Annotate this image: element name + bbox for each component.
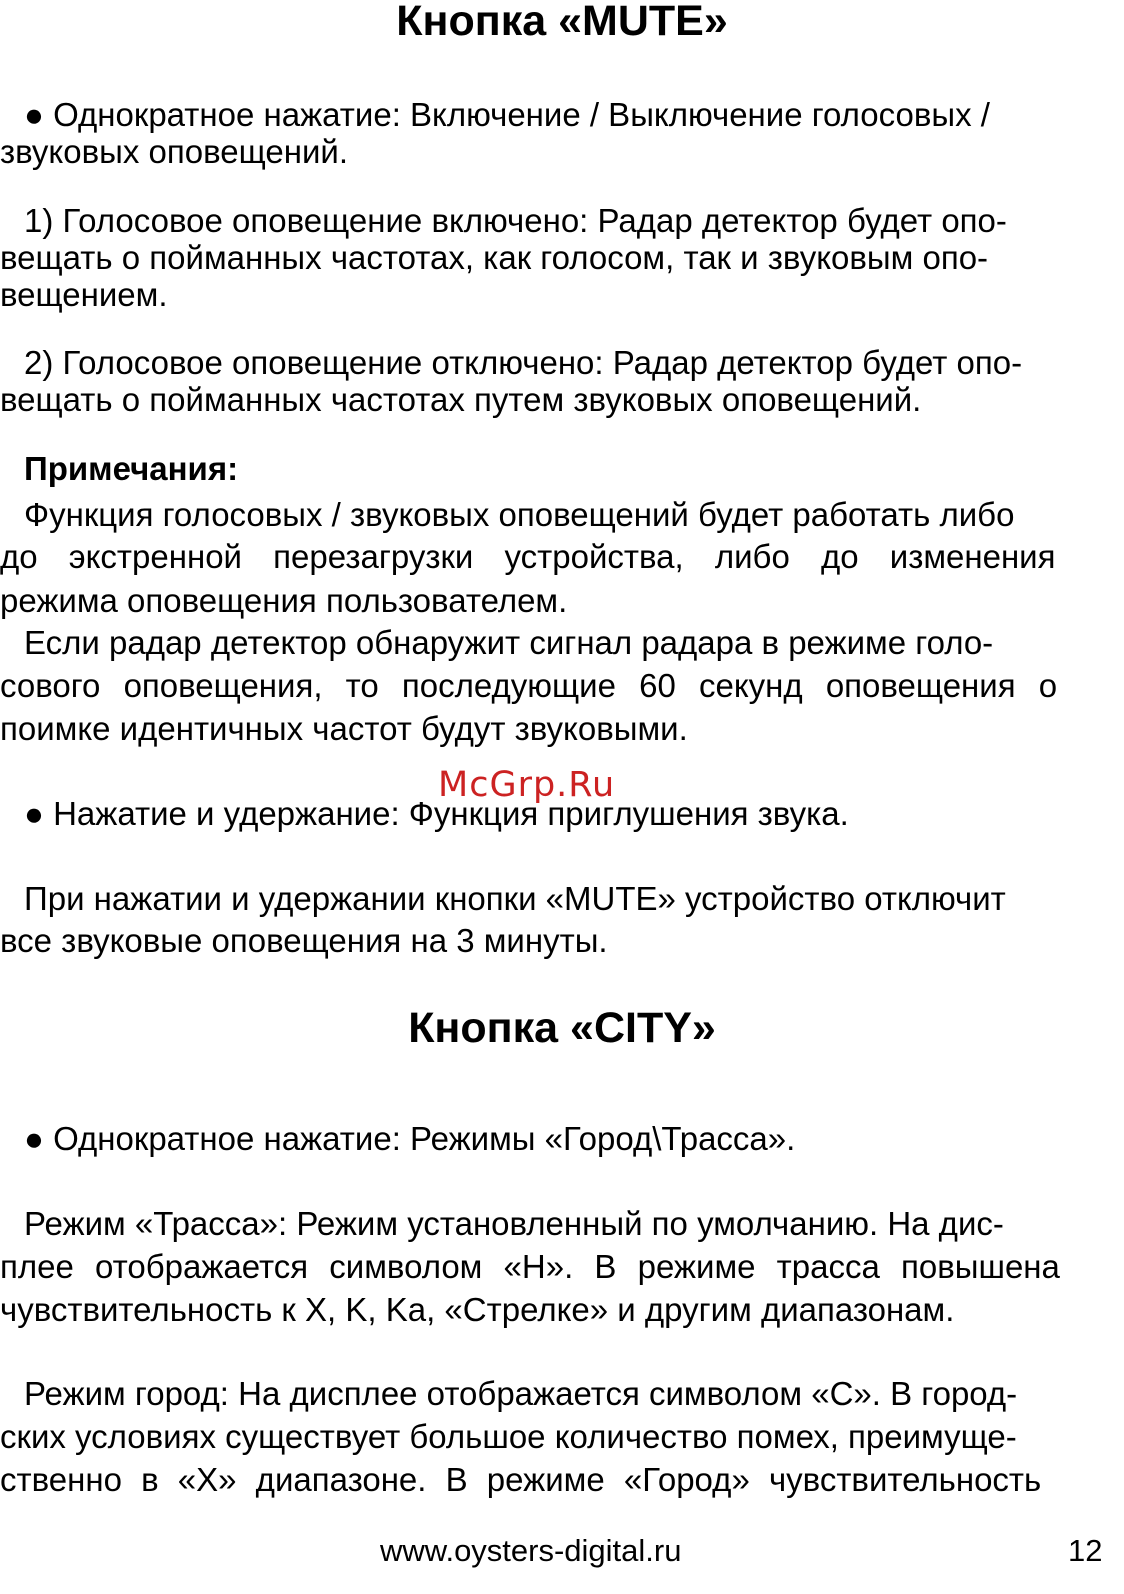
mute-item1-line1: 1) Голосовое оповещение включено: Радар детектор будет опо-	[24, 202, 1007, 239]
highway-line3: чувствительность к X, K, Ka, «Стрелке» и другим диапазонам.	[0, 1291, 955, 1328]
citymode-line2: ских условиях существует большое количество помех, преимуще-	[0, 1418, 1017, 1455]
mute-item2-line2: вещать о пойманных частотах путем звуковых оповещений.	[0, 381, 922, 418]
mute-bullet-press-cont: звуковых оповещений.	[0, 133, 348, 170]
city-section-title: Кнопка «CITY»	[408, 1004, 716, 1052]
mute-hold-line1: При нажатии и удержании кнопки «MUTE» устройство отключит	[24, 880, 1006, 917]
mute-hold-line2: все звуковые оповещения на 3 минуты.	[0, 922, 608, 959]
city-bullet-press: ● Однократное нажатие: Режимы «Город\Трасса».	[24, 1120, 796, 1157]
mute-bullet-hold: ● Нажатие и удержание: Функция приглушения звука.	[24, 795, 849, 832]
watermark: McGrp.Ru	[438, 765, 616, 805]
note2-line1: Если радар детектор обнаружит сигнал радара в режиме голо-	[24, 624, 994, 661]
note2-line2: сового оповещения, то последующие 60 секунд оповещения о	[0, 667, 1058, 704]
mute-bullet-press: ● Однократное нажатие: Включение / Выключение голосовых /	[24, 96, 990, 133]
mute-section-title: Кнопка «MUTE»	[396, 0, 728, 45]
highway-line1: Режим «Трасса»: Режим установленный по умолчанию. На дис-	[24, 1205, 1004, 1242]
citymode-line1: Режим город: На дисплее отображается символом «C». В город-	[24, 1375, 1018, 1412]
page-number: 12	[1068, 1533, 1103, 1568]
highway-line2: плее отображается символом «H». В режиме трасса повышена	[0, 1248, 1060, 1285]
note2-line3: поимке идентичных частот будут звуковыми.	[0, 710, 688, 747]
note1-line1: Функция голосовых / звуковых оповещений будет работать либо	[24, 496, 1015, 533]
mute-item2-line1: 2) Голосовое оповещение отключено: Радар детектор будет опо-	[24, 344, 1023, 381]
footer-url: www.oysters-digital.ru	[380, 1533, 682, 1568]
note1-line3: режима оповещения пользователем.	[0, 582, 568, 619]
note1-line2: до экстренной перезагрузки устройства, либо до изменения	[0, 538, 1056, 575]
mute-item1-line3: вещением.	[0, 276, 168, 313]
citymode-line3: ственно в «X» диапазоне. В режиме «Город» чувствительность	[0, 1461, 1042, 1498]
notes-heading: Примечания:	[24, 450, 239, 487]
mute-item1-line2: вещать о пойманных частотах, как голосом, так и звуковым опо-	[0, 239, 989, 276]
